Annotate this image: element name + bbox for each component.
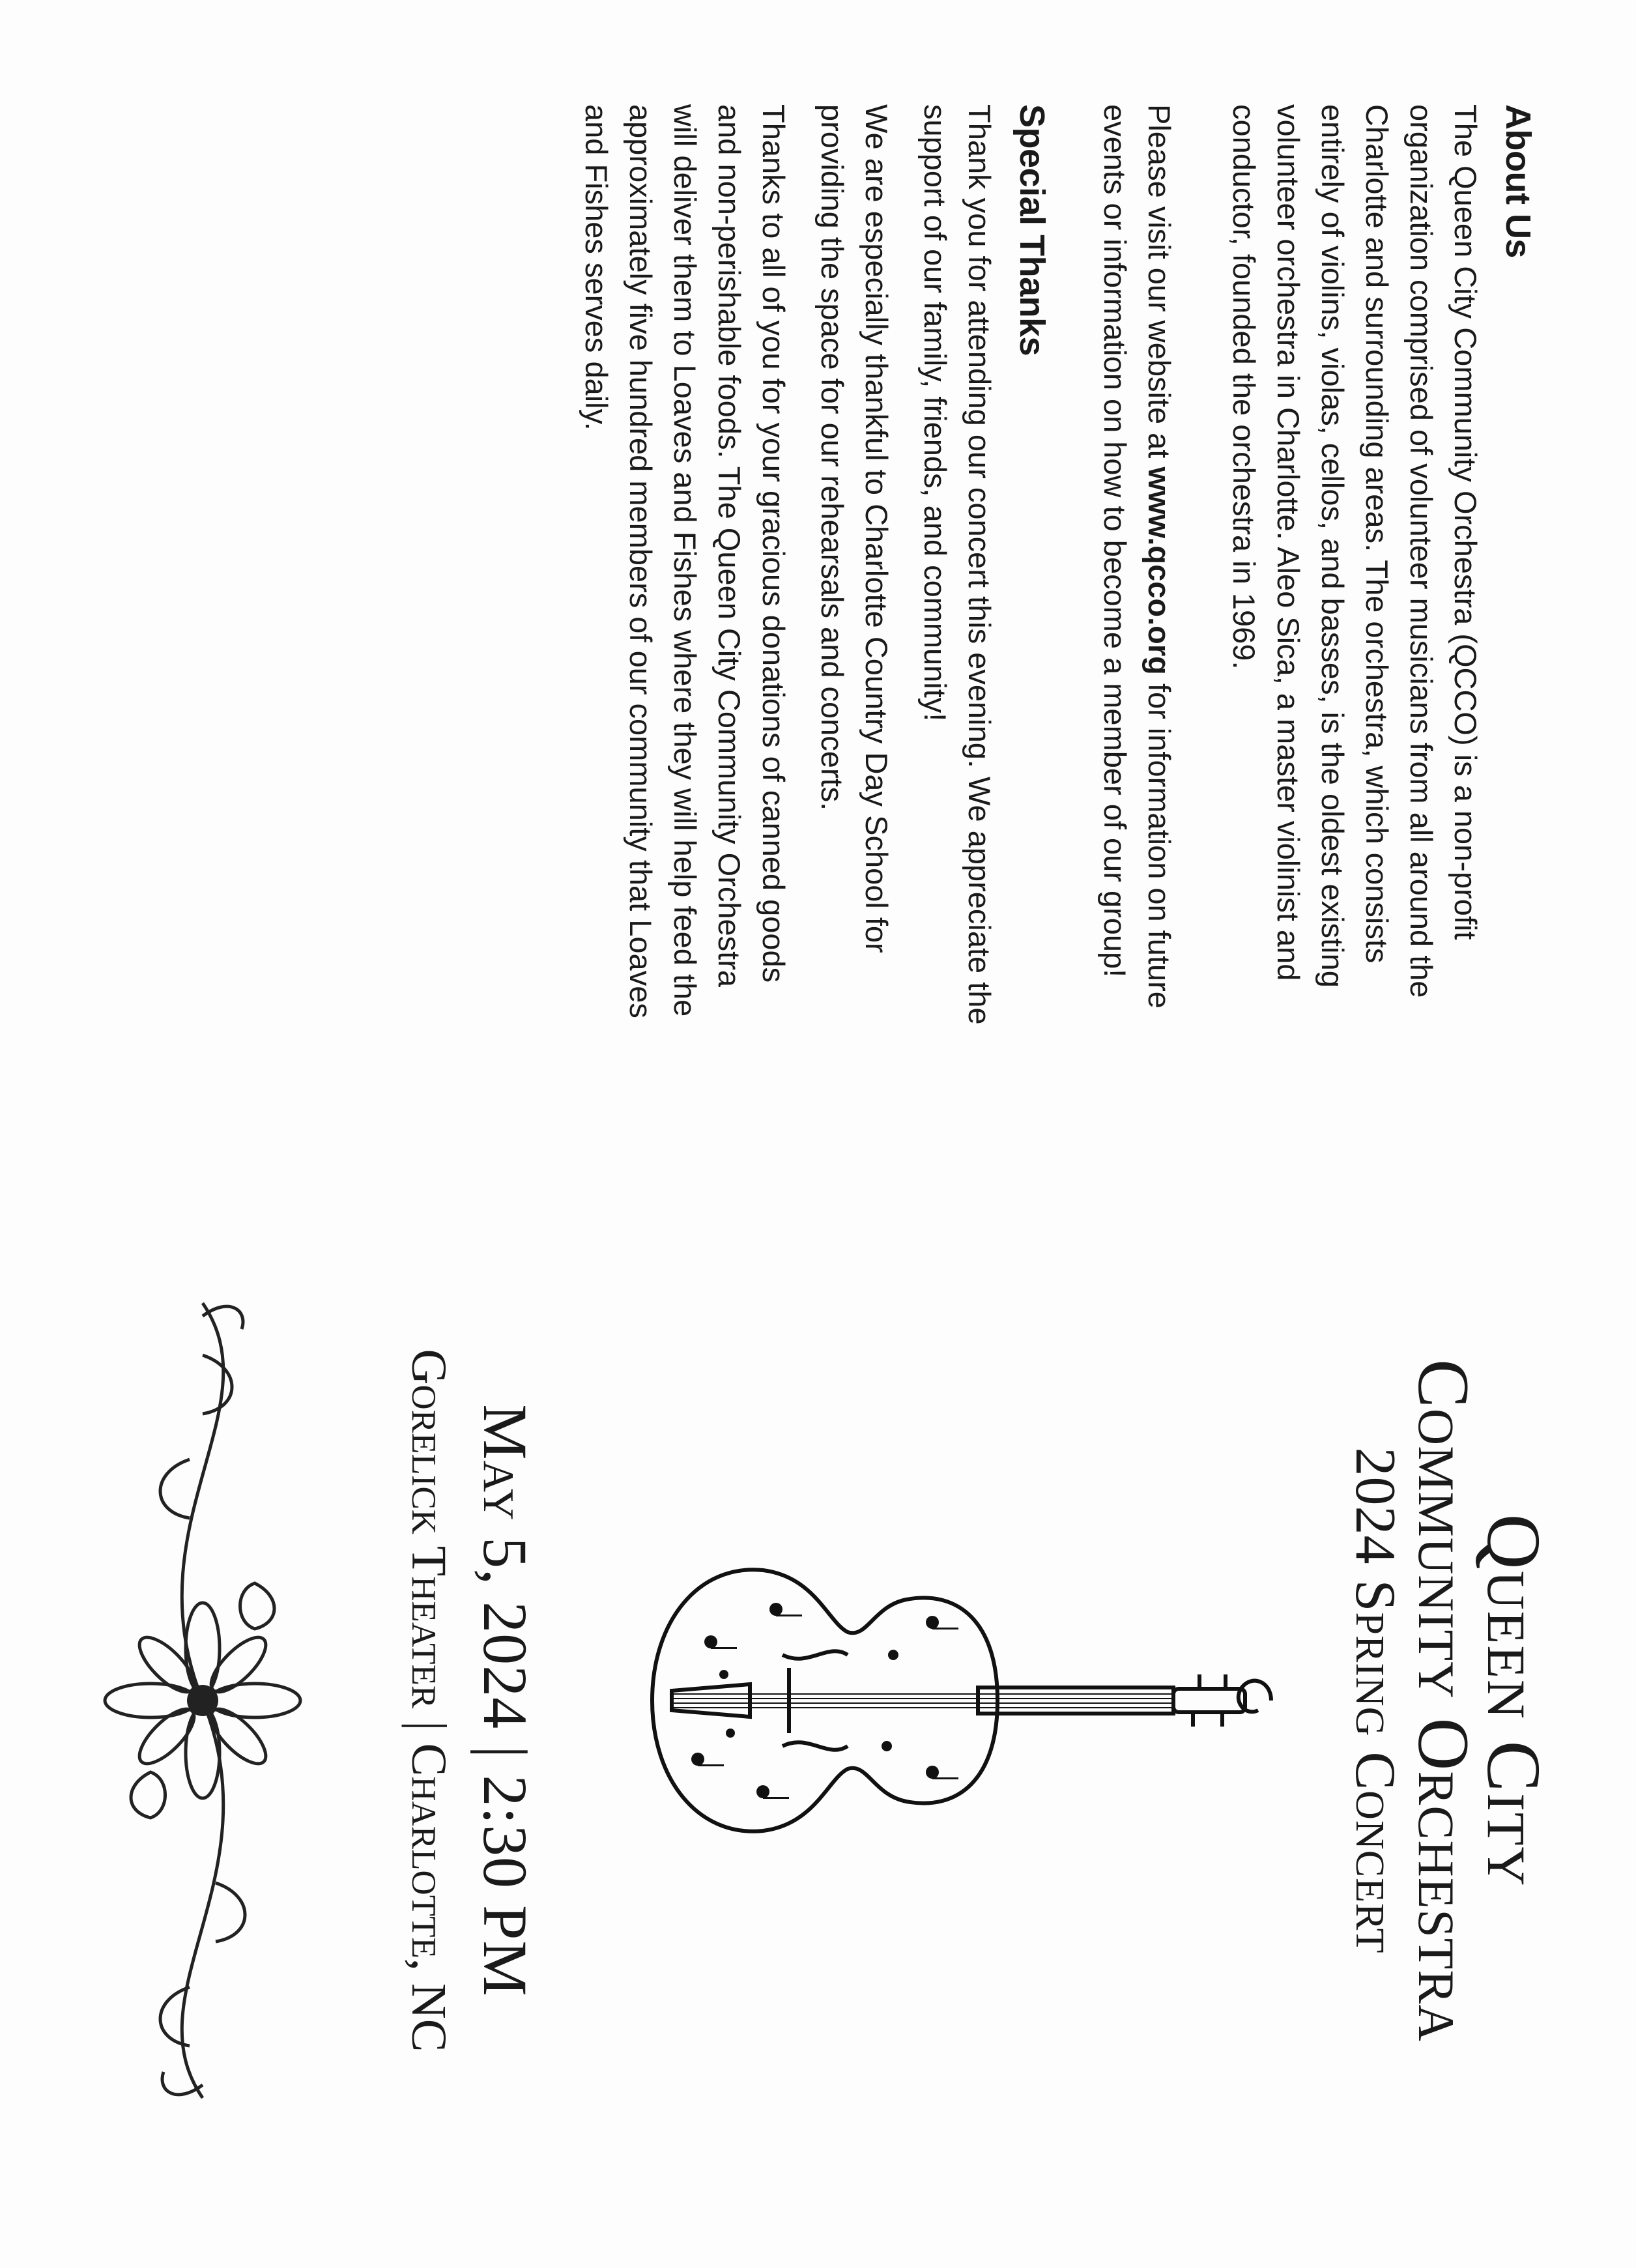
visit-prefix: Please visit our website at [1142,104,1177,467]
about-heading: About Us [1499,104,1538,258]
title-community-orchestra: Community Orchestra [1403,1359,1484,2042]
thanks-heading: Special Thanks [1012,104,1052,356]
event-date-time: May 5, 2024 | 2:30 PM [470,1404,540,1997]
floral-ornament-icon [53,1277,352,2124]
visit-suffix: for information on future events or information on how to become a member of our group! [1098,104,1177,1009]
visit-paragraph [1093,104,1181,1029]
thanks-paragraph-2: We are especially thankful to Charlotte Country Day School for providing the space for our rehearsals and concerts. [815,104,894,953]
event-venue: Gorelick Theater | Charlotte, NC [401,1349,456,2052]
cover-panel [0,1225,1636,2176]
violin-icon [639,1459,1297,1942]
thanks-paragraph-1: Thank you for attending our concert this evening. We appreciate the support of our family, friends, and community! [918,104,997,1025]
website-link[interactable]: www.qcco.org [1142,467,1177,675]
title-spring-concert: 2024 Spring Concert [1343,1447,1407,1954]
title-queen-city: Queen City [1471,1514,1557,1888]
thanks-paragraph-3: Thanks to all of you for your gracious donations of canned goods and non-perishable foods. The Queen City Community Orchestra will deliver them to Loaves and Fishes where they will help feed the approximately five hundred members of our community that Loaves and Fishes serves daily. [579,104,791,1018]
info-panel [534,104,1538,1029]
about-body: The Queen City Community Orchestra (QCCO) is a non-profit organization comprised of volunteer musicians from all around the Charlotte and surrounding areas. The orchestra, which consists entirely of violins, violas, cellos, and basses, is the oldest existing volunteer orchestra in Charlotte. Aleo Sica, a master violinist and conductor, founded the orchestra in 1969. [1227,104,1483,998]
